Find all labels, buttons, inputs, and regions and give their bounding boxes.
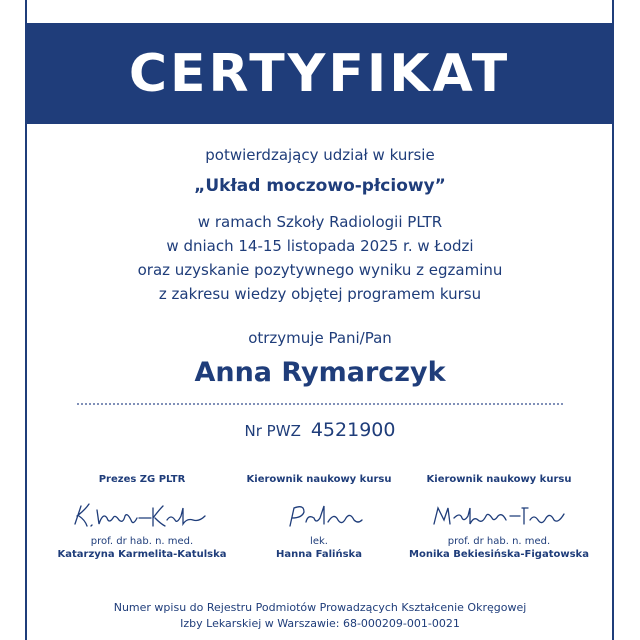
signature-degree: prof. dr hab. n. med.	[90, 536, 194, 547]
course-title: „Układ moczowo-płciowy”	[194, 176, 446, 196]
registry-footer	[0, 600, 640, 632]
handwritten-signature	[67, 498, 217, 532]
course-details	[0, 210, 640, 306]
signature-block-scientific-head-2	[399, 474, 599, 560]
signature-name: Monika Bekiesińska-Figatowska	[409, 549, 589, 560]
signature-role: Prezes ZG PLTR	[98, 474, 186, 485]
detail-line: w dniach 14-15 listopada 2025 r. w Łodzi	[166, 237, 474, 255]
pwz-label: Nr PWZ	[244, 422, 301, 440]
detail-line: z zakresu wiedzy objętej programem kursu	[158, 285, 482, 303]
certificate-title: CERTYFIKAT	[128, 43, 511, 104]
title-banner	[25, 23, 614, 124]
footer-line: Izby Lekarskiej w Warszawie: 68-000209-001-0021	[180, 617, 460, 630]
pwz-number: 4521900	[310, 419, 396, 441]
handwritten-signature	[244, 498, 394, 532]
signature-role: Kierownik naukowy kursu	[246, 474, 392, 485]
signature-role: Kierownik naukowy kursu	[426, 474, 572, 485]
dotted-divider	[77, 403, 563, 405]
lead-text: potwierdzający udział w kursie	[205, 146, 435, 164]
pwz-line	[0, 419, 640, 441]
detail-line: w ramach Szkoły Radiologii PLTR	[197, 213, 443, 231]
signature-name: Katarzyna Karmelita-Katulska	[57, 549, 227, 560]
signature-degree: lek.	[310, 536, 328, 547]
signature-block-president	[42, 474, 242, 560]
detail-line: oraz uzyskanie pozytywnego wyniku z egzaminu	[137, 261, 503, 279]
signature-degree: prof. dr hab. n. med.	[447, 536, 551, 547]
footer-line: Numer wpisu do Rejestru Podmiotów Prowadzących Kształcenie Okręgowej	[113, 601, 527, 614]
handwritten-signature	[424, 498, 574, 532]
signature-name: Hanna Falińska	[276, 549, 362, 560]
signature-block-scientific-head-1	[219, 474, 419, 560]
recipient-name: Anna Rymarczyk	[194, 357, 446, 388]
receives-text: otrzymuje Pani/Pan	[248, 329, 392, 347]
